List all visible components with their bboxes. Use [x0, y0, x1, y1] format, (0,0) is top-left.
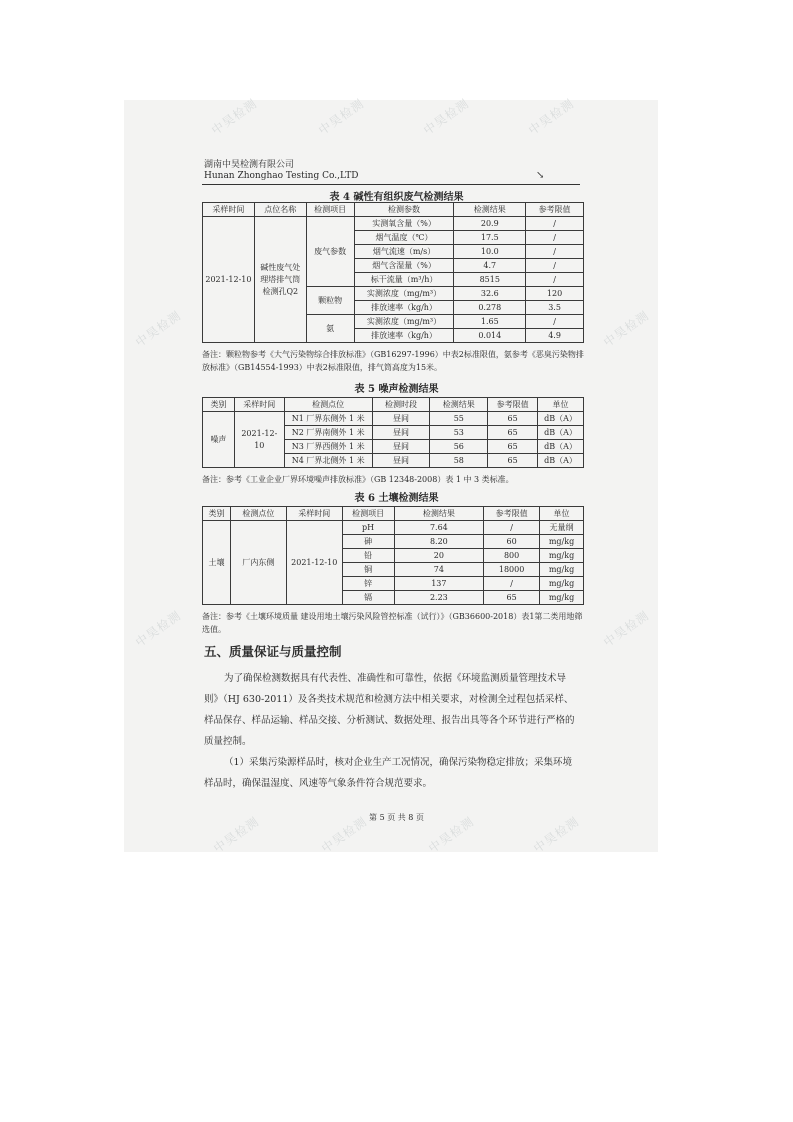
limit-cell: /: [484, 521, 540, 535]
watermark-text: 中昊检测: [525, 96, 577, 138]
point-cell: 厂内东侧: [230, 521, 286, 605]
result-cell: 2.23: [394, 591, 484, 605]
watermark-text: 中昊检测: [132, 608, 184, 650]
item-cell: 砷: [342, 535, 394, 549]
limit-cell: 65: [484, 591, 540, 605]
unit-cell: mg/kg: [540, 591, 584, 605]
unit-cell: dB（A）: [538, 454, 584, 468]
limit-cell: 18000: [484, 563, 540, 577]
limit-cell: /: [484, 577, 540, 591]
watermark-text: 中昊检测: [600, 608, 652, 650]
table4-title: 表 4 碱性有组织废气检测结果: [329, 192, 464, 203]
table5-header-cell: 单位: [538, 398, 584, 412]
limit-cell: 65: [488, 426, 538, 440]
table6: [202, 506, 584, 605]
table4-header-cell: 检测结果: [454, 203, 526, 217]
period-cell: 昼间: [372, 454, 430, 468]
period-cell: 昼间: [372, 426, 430, 440]
limit-cell: 800: [484, 549, 540, 563]
unit-cell: dB（A）: [538, 440, 584, 454]
result-cell: 0.278: [454, 301, 526, 315]
param-cell: 标干流量（m³/h）: [354, 273, 454, 287]
param-cell: 烟气温度（℃）: [354, 231, 454, 245]
param-cell: 实测浓度（mg/m³）: [354, 287, 454, 301]
result-cell: 8.20: [394, 535, 484, 549]
watermark-text: 中昊检测: [420, 96, 472, 138]
limit-cell: /: [526, 259, 584, 273]
pen-mark-icon: ↘: [536, 170, 545, 181]
sampling-date-cell: 2021-12-10: [203, 217, 255, 343]
table6-title: 表 6 土壤检测结果: [354, 493, 439, 504]
result-cell: 10.0: [454, 245, 526, 259]
limit-cell: 3.5: [526, 301, 584, 315]
table5-note: 备注：参考《工业企业厂界环境噪声排放标准》（GB 12348-2008）表 1 中 3 类标准。: [202, 475, 514, 484]
table5-header-cell: 参考限值: [488, 398, 538, 412]
header-divider: [202, 184, 580, 185]
limit-cell: /: [526, 245, 584, 259]
sampling-date-cell: 2021-12-10: [286, 521, 342, 605]
item-cell: 铜: [342, 563, 394, 577]
result-cell: 8515: [454, 273, 526, 287]
param-cell: 烟气流速（m/s）: [354, 245, 454, 259]
unit-cell: mg/kg: [540, 563, 584, 577]
sampling-date-cell: 2021-12-10: [234, 412, 284, 468]
limit-cell: /: [526, 315, 584, 329]
table5-header-cell: 类别: [203, 398, 235, 412]
table4-header-cell: 点位名称: [254, 203, 306, 217]
paragraph: （1）采集污染源样品时，核对企业生产工况情况，确保污染物稳定排放；采集环境样品时，确保温湿度、风速等气象条件符合规范要求。: [204, 757, 573, 789]
result-cell: 4.7: [454, 259, 526, 273]
limit-cell: /: [526, 273, 584, 287]
point-cell: N2 厂界南侧外 1 米: [284, 426, 372, 440]
unit-cell: dB（A）: [538, 412, 584, 426]
result-cell: 137: [394, 577, 484, 591]
unit-cell: 无量纲: [540, 521, 584, 535]
table6-header-cell: 采样时间: [286, 507, 342, 521]
limit-cell: 65: [488, 412, 538, 426]
watermark-text: 中昊检测: [315, 96, 367, 138]
item-cell: 锌: [342, 577, 394, 591]
table5-title: 表 5 噪声检测结果: [354, 384, 439, 395]
paragraph: 为了确保检测数据具有代表性、准确性和可靠性，依据《环境监测质量管理技术导则》（HJ 630-2011）及各类技术规范和检测方法中相关要求，对检测全过程包括采样、样品保存、样品运输、样品交接、分析测试、数据处理、报告出具等各个环节进行严格的质量控制。: [204, 673, 575, 747]
point-cell: N3 厂界西侧外 1 米: [284, 440, 372, 454]
table4-header-row: [203, 203, 584, 217]
table5-header-row: [203, 398, 584, 412]
param-cell: 实测浓度（mg/m³）: [354, 315, 454, 329]
item-cell: 铅: [342, 549, 394, 563]
unit-cell: mg/kg: [540, 549, 584, 563]
table4: [202, 202, 584, 343]
table5-header-cell: 检测点位: [284, 398, 372, 412]
result-cell: 20.9: [454, 217, 526, 231]
company-header: [204, 160, 358, 182]
period-cell: 昼间: [372, 440, 430, 454]
limit-cell: /: [526, 231, 584, 245]
table4-header-cell: 检测参数: [354, 203, 454, 217]
unit-cell: mg/kg: [540, 535, 584, 549]
limit-cell: 4.9: [526, 329, 584, 343]
watermark-text: 中昊检测: [208, 96, 260, 138]
unit-cell: dB（A）: [538, 426, 584, 440]
table6-note: 备注：参考《土壤环境质量 建设用地土壤污染风险管控标准（试行）》（GB36600-2018）表1第二类用地筛选值。: [202, 612, 583, 634]
table4-header-cell: 参考限值: [526, 203, 584, 217]
table5: [202, 397, 584, 468]
param-cell: 排放速率（kg/h）: [354, 329, 454, 343]
group-cell: 氨: [306, 315, 354, 343]
point-cell: N1 厂界东侧外 1 米: [284, 412, 372, 426]
watermark-text: 中昊检测: [425, 814, 477, 856]
watermark-text: 中昊检测: [132, 308, 184, 350]
watermark-text: 中昊检测: [600, 308, 652, 350]
result-cell: 58: [430, 454, 488, 468]
watermark-text: 中昊检测: [530, 814, 582, 856]
table6-header-cell: 单位: [540, 507, 584, 521]
result-cell: 17.5: [454, 231, 526, 245]
result-cell: 55: [430, 412, 488, 426]
result-cell: 7.64: [394, 521, 484, 535]
watermark-text: 中昊检测: [318, 814, 370, 856]
table4-header-cell: 采样时间: [203, 203, 255, 217]
table6-header-row: [203, 507, 584, 521]
table5-header-cell: 采样时间: [234, 398, 284, 412]
result-cell: 1.65: [454, 315, 526, 329]
limit-cell: 60: [484, 535, 540, 549]
group-cell: 颗粒物: [306, 287, 354, 315]
table4-header-cell: 检测项目: [306, 203, 354, 217]
limit-cell: 120: [526, 287, 584, 301]
param-cell: 烟气含湿量（%）: [354, 259, 454, 273]
table-row: [203, 217, 584, 231]
table-row: [203, 412, 584, 426]
table6-header-cell: 参考限值: [484, 507, 540, 521]
result-cell: 74: [394, 563, 484, 577]
item-cell: 镉: [342, 591, 394, 605]
period-cell: 昼间: [372, 412, 430, 426]
result-cell: 32.6: [454, 287, 526, 301]
table6-header-cell: 检测结果: [394, 507, 484, 521]
unit-cell: mg/kg: [540, 577, 584, 591]
category-cell: 土壤: [203, 521, 231, 605]
watermark-text: 中昊检测: [210, 814, 262, 856]
result-cell: 0.014: [454, 329, 526, 343]
limit-cell: 65: [488, 440, 538, 454]
limit-cell: /: [526, 217, 584, 231]
item-cell: pH: [342, 521, 394, 535]
company-name-en: Hunan Zhonghao Testing Co.,LTD: [204, 171, 359, 181]
limit-cell: 65: [488, 454, 538, 468]
point-cell: N4 厂界北侧外 1 米: [284, 454, 372, 468]
table4-note: 备注：颗粒物参考《大气污染物综合排放标准》（GB16297-1996）中表2标准限值，氨参考《恶臭污染物排放标准》（GB14554-1993）中表2标准限值，排气筒高度为15米。: [202, 350, 584, 372]
sampling-point-cell: 碱性废气处理塔排气筒检测孔Q2: [254, 217, 306, 343]
table5-header-cell: 检测时段: [372, 398, 430, 412]
table-row: [203, 521, 584, 535]
result-cell: 53: [430, 426, 488, 440]
result-cell: 56: [430, 440, 488, 454]
group-cell: 废气参数: [306, 217, 354, 287]
table6-header-cell: 检测项目: [342, 507, 394, 521]
table6-header-cell: 类别: [203, 507, 231, 521]
param-cell: 实测氧含量（%）: [354, 217, 454, 231]
result-cell: 20: [394, 549, 484, 563]
section-heading: 五、质量保证与质量控制: [204, 644, 342, 659]
company-name-cn: 湖南中昊检测有限公司: [204, 160, 295, 170]
table5-header-cell: 检测结果: [430, 398, 488, 412]
page-number: 第 5 页 共 8 页: [369, 813, 424, 822]
param-cell: 排放速率（kg/h）: [354, 301, 454, 315]
table6-header-cell: 检测点位: [230, 507, 286, 521]
category-cell: 噪声: [203, 412, 235, 468]
